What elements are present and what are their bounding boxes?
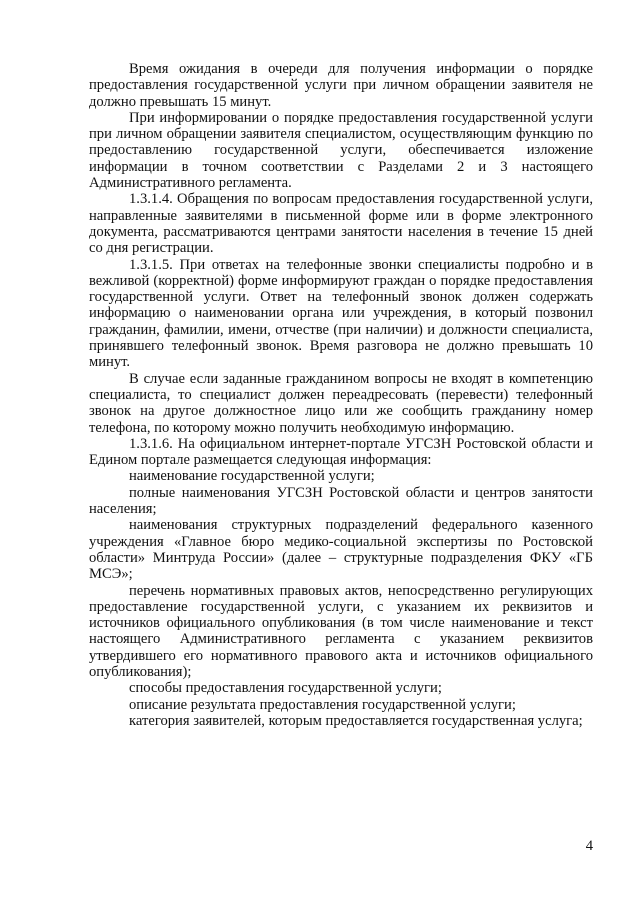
- list-item-full-names: полные наименования УГСЗН Ростовской области и центров занятости населения;: [89, 484, 593, 518]
- list-item-structural-units: наименования структурных подразделений федерального казенного учреждения «Главное бюро медико-социальной экспертизы по Ростовской области» Минтруда России» (далее – структурные подразделения ФКУ «ГБ МСЭ»;: [89, 517, 593, 583]
- paragraph-1-3-1-5: 1.3.1.5. При ответах на телефонные звонки специалисты подробно и в вежливой (корректной) форме информируют граждан о порядке предоставления государственной услуги. Ответ на телефонный звонок должен содержать информацию о наименовании органа или учреждения, в который позвонил гражданин, фамилии, имени, отчестве (при наличии) и должности специалиста, принявшего телефонный звонок. Время разговора не должно превышать 10 минут.: [89, 256, 593, 371]
- paragraph-1-3-1-6: 1.3.1.6. На официальном интернет-портале УГСЗН Ростовской области и Едином портале размещается следующая информация:: [89, 435, 593, 469]
- list-item-applicant-category: категория заявителей, которым предоставляется государственная услуга;: [129, 712, 583, 729]
- paragraph-1-3-1-4: 1.3.1.4. Обращения по вопросам предоставления государственной услуги, направленные заявителями в письменной форме или в форме электронного документа, рассматриваются центрами занятости населения в течение 15 дней со дня регистрации.: [89, 191, 593, 257]
- list-item-result-description: описание результата предоставления государственной услуги;: [129, 696, 516, 713]
- list-item-legal-acts: перечень нормативных правовых актов, непосредственно регулирующих предоставление государственной услуги, с указанием их реквизитов и источников официального опубликования (в том числе наименование и текст настоящего Административного регламента с указанием реквизитов утвердившего его нормативного правового акта и источников официального опубликования);: [89, 582, 593, 680]
- paragraph-waiting-time: Время ожидания в очереди для получения информации о порядке предоставления государственной услуги при личном обращении заявителя не должно превышать 15 минут.: [89, 61, 593, 110]
- list-item-service-name: наименование государственной услуги;: [129, 468, 375, 485]
- paragraph-personal-informing: При информировании о порядке предоставления государственной услуги при личном обращении заявителя специалистом, осуществляющим функцию по предоставлению государственной услуги, обеспечивается изложение информации в точном соответствии с Разделами 2 и 3 настоящего Административного регламента.: [89, 109, 593, 192]
- document-body: [89, 61, 593, 729]
- paragraph-call-redirect: В случае если заданные гражданином вопросы не входят в компетенцию специалиста, то специалист должен переадресовать (перевести) телефонный звонок на другое должностное лицо или же сообщить гражданину номер телефона, по которому можно получить необходимую информацию.: [89, 370, 593, 436]
- list-item-service-methods: способы предоставления государственной услуги;: [129, 680, 442, 697]
- page-number: 4: [585, 838, 593, 854]
